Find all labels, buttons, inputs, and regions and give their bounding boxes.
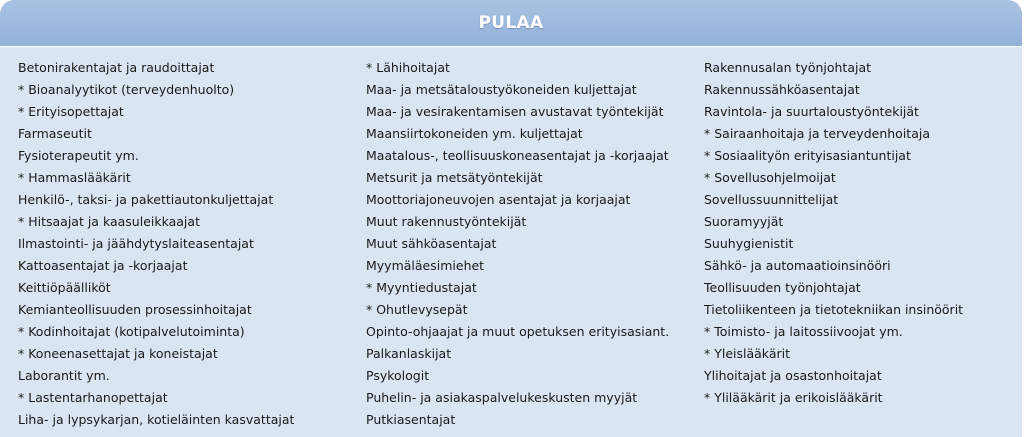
occupation-item: Rakennusalan työnjohtajat [704,60,872,75]
occupation-item: * Bioanalyytikot (terveydenhuolto) [18,82,235,97]
panel-title: PULAA [478,13,544,33]
occupation-item: Laborantit ym. [18,368,110,383]
occupation-item: Teollisuuden työnjohtajat [704,280,861,295]
occupation-item: Putkiasentajat [366,412,456,427]
occupation-item: Kattoasentajat ja -korjaajat [18,258,188,273]
occupation-item: * Kodinhoitajat (kotipalvelutoiminta) [18,324,245,339]
occupation-item: Betonirakentajat ja raudoittajat [18,60,215,75]
occupation-item: Palkanlaskijat [366,346,452,361]
occupation-item: Maa- ja vesirakentamisen avustavat työntekijät [366,104,664,119]
occupation-item: Ravintola- ja suurtaloustyöntekijät [704,104,919,119]
occupation-item: Tietoliikenteen ja tietotekniikan insinöörit [704,302,964,317]
occupation-item: Sovellussuunnittelijat [704,192,839,207]
occupation-item: * Yleislääkärit [704,346,790,361]
occupation-item: * Hammaslääkärit [18,170,131,185]
occupation-item: Myymäläesimiehet [366,258,485,273]
occupation-item: Farmaseutit [18,126,92,141]
occupation-item: * Hitsaajat ja kaasuleikkaajat [18,214,200,229]
occupation-item: Psykologit [366,368,430,383]
occupation-item: Henkilö-, taksi- ja pakettiautonkuljettajat [18,192,274,207]
occupation-item: Metsurit ja metsätyöntekijät [366,170,543,185]
occupation-item: * Erityisopettajat [18,104,124,119]
occupation-item: Kemianteollisuuden prosessinhoitajat [18,302,252,317]
occupation-item: Moottoriajoneuvojen asentajat ja korjaajat [366,192,631,207]
occupation-item: Suuhygienistit [704,236,794,251]
occupation-item: * Ylilääkärit ja erikoislääkärit [704,390,883,405]
occupation-item: Opinto-ohjaajat ja muut opetuksen erityisasiant. [366,324,670,339]
occupation-item: Maa- ja metsätaloustyökoneiden kuljettajat [366,82,637,97]
occupation-item: * Toimisto- ja laitossiivoojat ym. [704,324,903,339]
occupation-item: Ilmastointi- ja jäähdytyslaiteasentajat [18,236,254,251]
occupation-item: Muut sähköasentajat [366,236,497,251]
occupation-column-1 [18,57,294,431]
occupation-item: Maatalous-, teollisuuskoneasentajat ja -korjaajat [366,148,669,163]
occupation-item: * Sairaanhoitaja ja terveydenhoitaja [704,126,930,141]
occupation-item: Sähkö- ja automaatioinsinööri [704,258,891,273]
occupation-item: * Lähihoitajat [366,60,450,75]
occupation-column-2 [366,57,669,431]
panel-header [0,0,1022,47]
occupation-item: Puhelin- ja asiakaspalvelukeskusten myyjät [366,390,638,405]
occupation-item: Suoramyyjät [704,214,784,229]
occupation-item: * Koneenasettajat ja koneistajat [18,346,218,361]
occupation-item: Keittiöpäälliköt [18,280,111,295]
occupation-item: Rakennussähköasentajat [704,82,860,97]
occupation-item: Liha- ja lypsykarjan, kotieläinten kasvattajat [18,412,295,427]
occupation-item: * Ohutlevysepät [366,302,468,317]
occupation-item: Ylihoitajat ja osastonhoitajat [704,368,882,383]
occupation-item: * Lastentarhanopettajat [18,390,168,405]
occupation-column-3 [704,57,963,409]
occupation-item: Muut rakennustyöntekijät [366,214,527,229]
occupation-item: Maansiirtokoneiden ym. kuljettajat [366,126,583,141]
occupation-item: * Sosiaalityön erityisasiantuntijat [704,148,911,163]
occupation-item: * Myyntiedustajat [366,280,477,295]
occupation-item: Fysioterapeutit ym. [18,148,139,163]
occupation-item: * Sovellusohjelmoijat [704,170,836,185]
